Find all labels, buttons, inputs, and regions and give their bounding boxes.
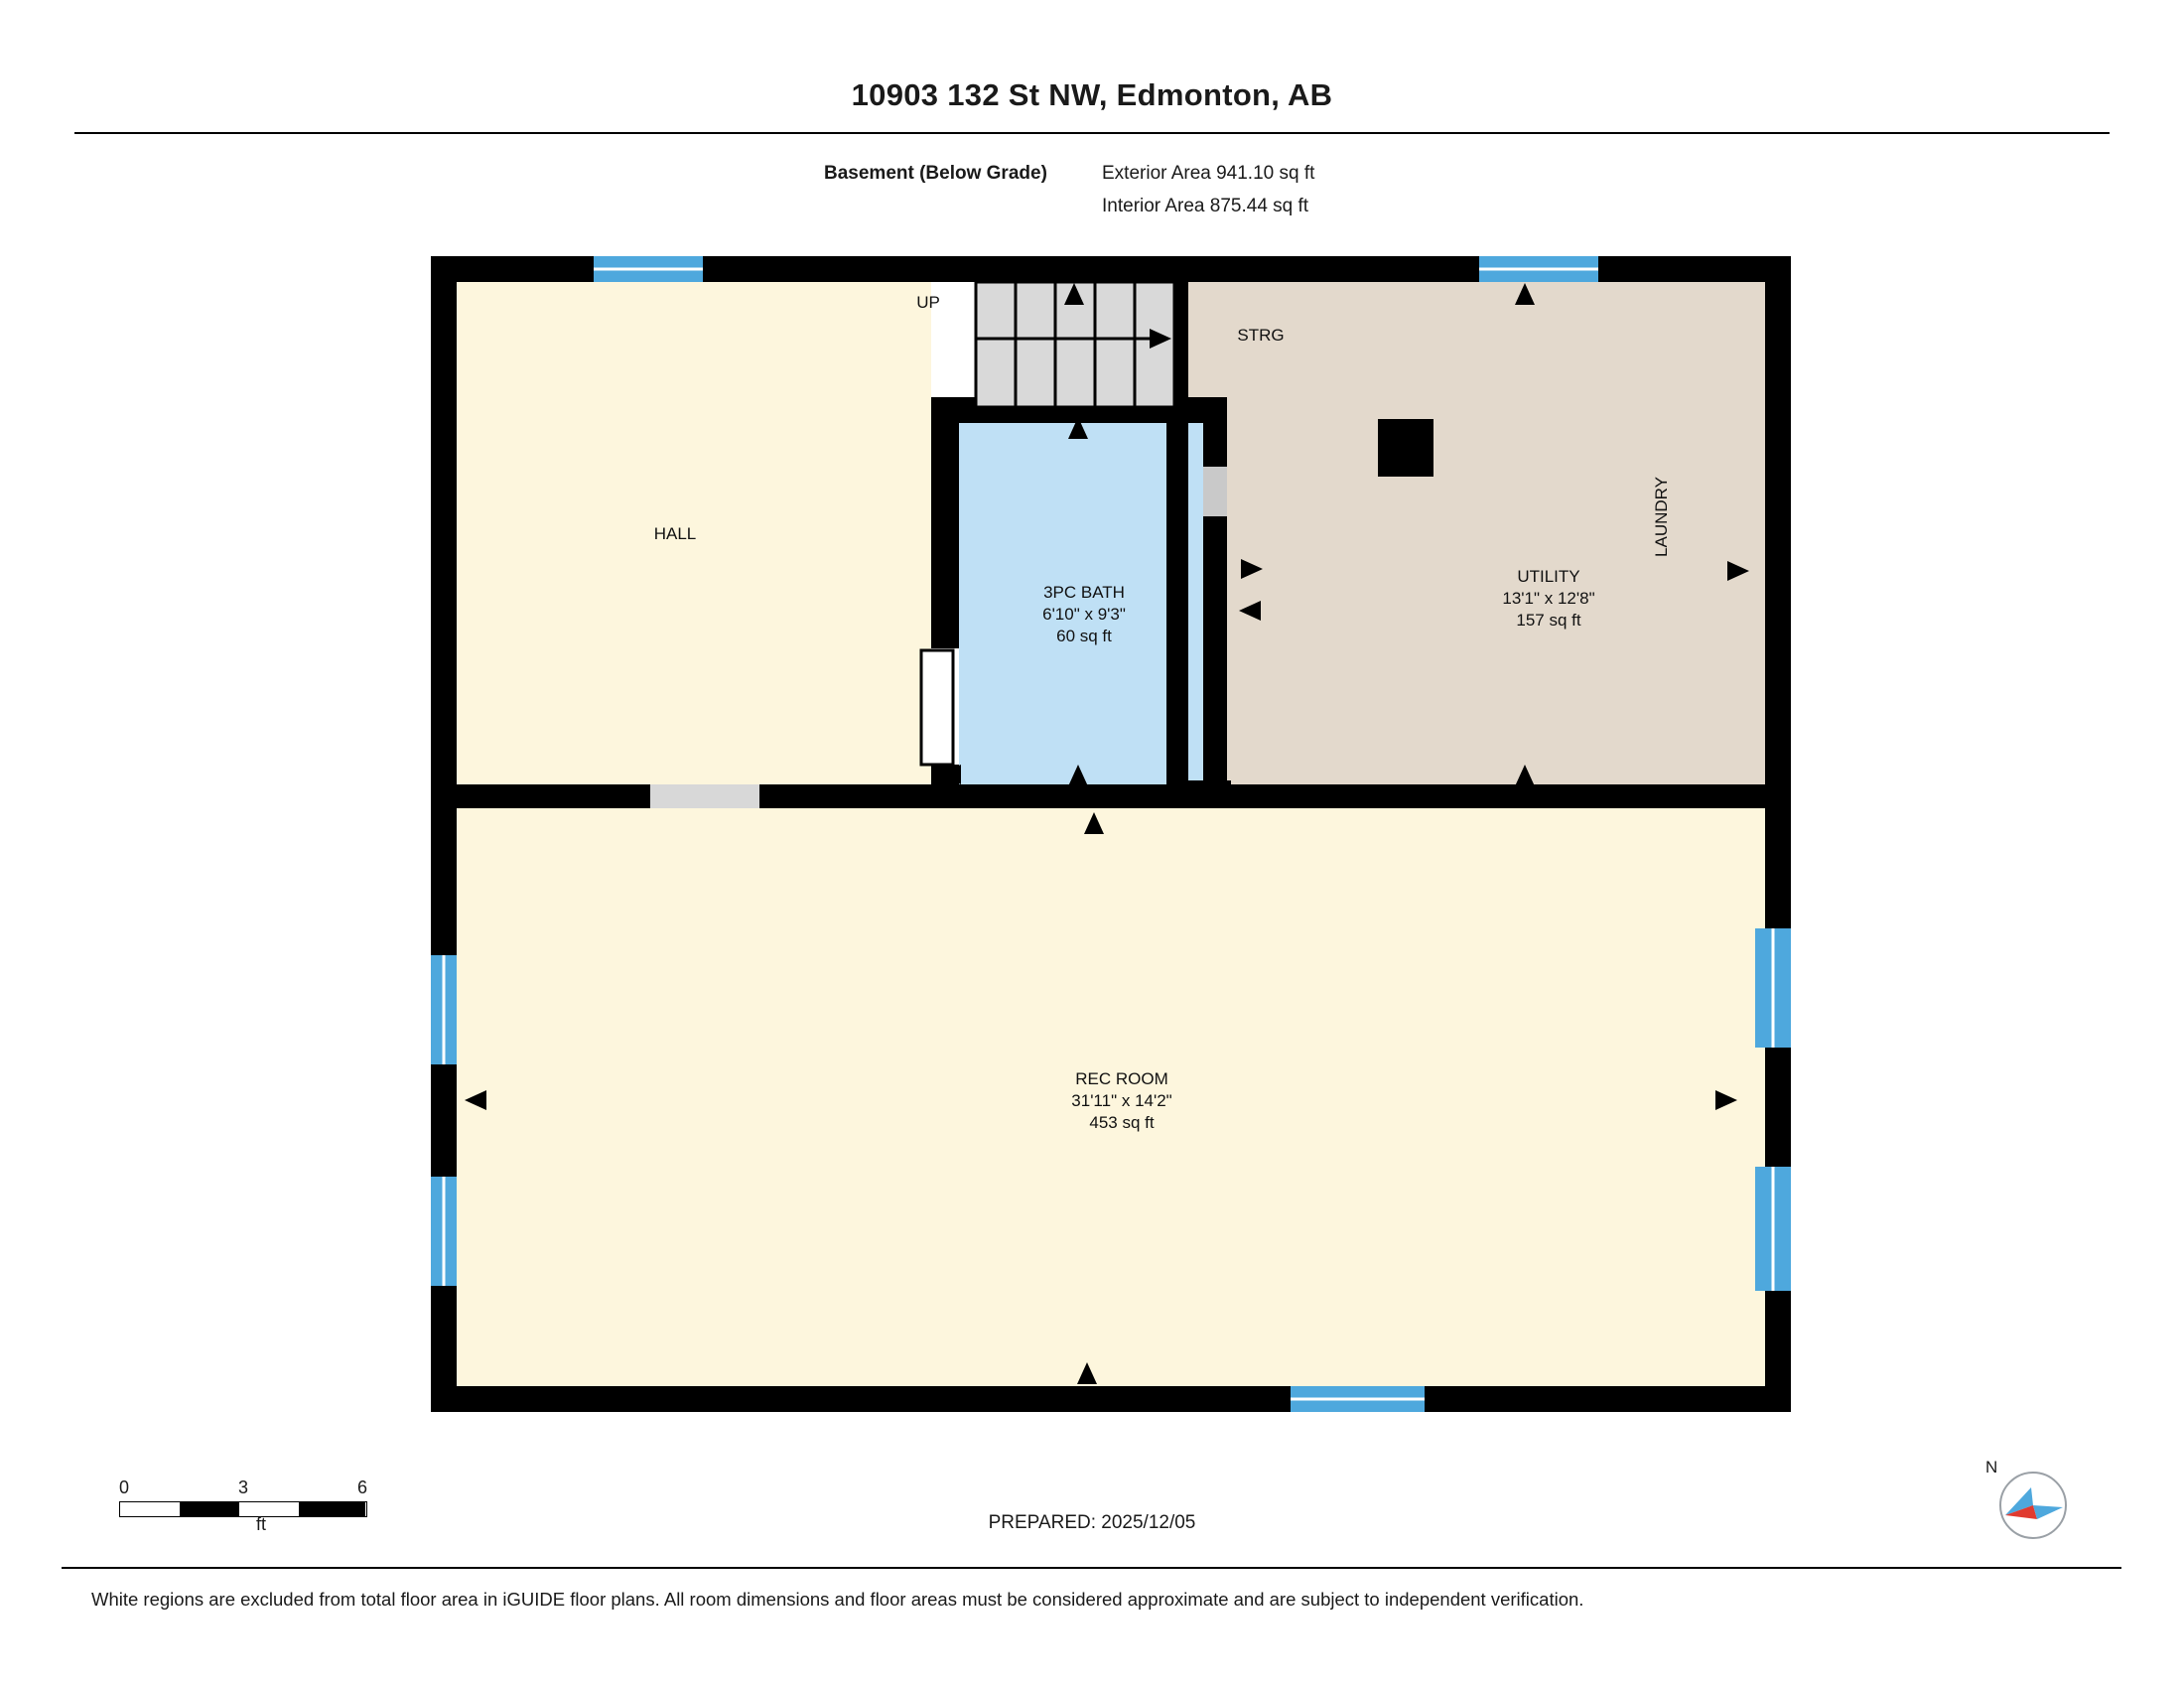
room-dims-recroom: 31'11" x 14'2" xyxy=(1071,1091,1172,1110)
door-bath-right xyxy=(1203,467,1227,516)
room-dims-bath: 6'10" x 9'3" xyxy=(1042,605,1126,624)
wall-interior-horizontal-mid xyxy=(431,784,1791,808)
scale-tick-6: 6 xyxy=(356,1477,368,1497)
room-label-hall: HALL xyxy=(653,524,697,543)
wall-bath-right-mid xyxy=(1203,516,1227,655)
wall-bath-right-upper xyxy=(1203,397,1227,467)
wall-exterior-bottom xyxy=(431,1386,1791,1412)
room-area-recroom: 453 sq ft xyxy=(1089,1113,1155,1132)
compass-north-label: N xyxy=(1985,1458,1998,1477)
bath-fixture xyxy=(921,650,953,765)
stairs-up-label: UP xyxy=(916,293,940,312)
exterior-area: Exterior Area 941.10 sq ft xyxy=(1102,163,1315,184)
room-fill-utility xyxy=(1181,281,1777,797)
interior-area: Interior Area 875.44 sq ft xyxy=(1102,196,1309,217)
room-area-bath: 60 sq ft xyxy=(1056,627,1112,645)
scale-bar xyxy=(119,1477,377,1517)
door-hall-bottom xyxy=(650,784,759,808)
room-label-bath: 3PC BATH xyxy=(1043,583,1125,602)
wall-bath-bottom xyxy=(1171,780,1231,806)
page-title: 10903 132 St NW, Edmonton, AB xyxy=(851,77,1333,112)
room-area-utility: 157 sq ft xyxy=(1516,611,1581,630)
room-label-strg: STRG xyxy=(1237,326,1285,345)
room-dims-utility: 13'1" x 12'8" xyxy=(1502,589,1595,608)
compass-rose-icon xyxy=(1985,1460,2075,1549)
room-label-utility: UTILITY xyxy=(1517,567,1580,586)
scale-tick-0: 0 xyxy=(118,1477,130,1497)
wall-bath-left xyxy=(931,405,959,648)
scale-tick-3: 3 xyxy=(237,1477,249,1497)
scale-unit-label: ft xyxy=(256,1514,267,1534)
floor-label: Basement (Below Grade) xyxy=(824,163,1047,184)
room-label-recroom: REC ROOM xyxy=(1075,1069,1168,1088)
room-label-laundry: LAUNDRY xyxy=(1652,477,1671,557)
disclaimer-text: White regions are excluded from total floor area in iGUIDE floor plans. All room dimensions and floor areas must be considered approximate and are subject to independent verification. xyxy=(91,1589,1584,1610)
footer-divider xyxy=(62,1567,2121,1569)
utility-fixture xyxy=(1378,419,1433,477)
prepared-date: PREPARED: 2025/12/05 xyxy=(988,1512,1196,1533)
